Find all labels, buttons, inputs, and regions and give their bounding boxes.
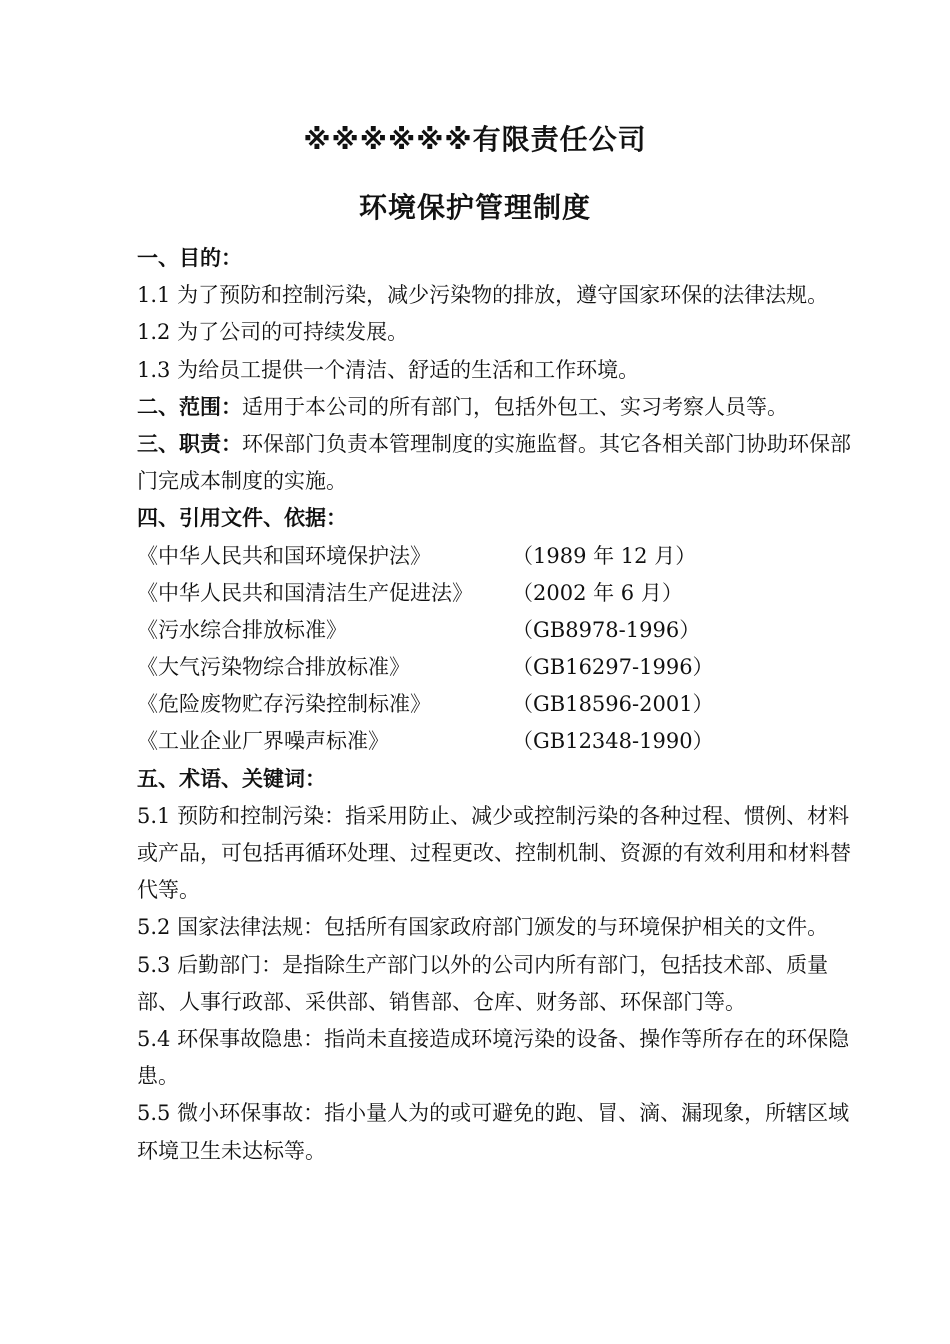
reference-title: 《大气污染物综合排放标准》 (137, 655, 410, 680)
reference-title: 《工业企业厂界噪声标准》 (137, 729, 389, 754)
term-definition: 5.5 微小环保事故：指小量人为的或可避免的跑、冒、滴、漏现象，所辖区域环境卫生未达标等。 (137, 1101, 850, 1163)
reference-row (137, 575, 852, 612)
section-4-heading: 四、引用文件、依据： (137, 506, 347, 531)
reference-title: 《污水综合排放标准》 (137, 617, 347, 642)
term-definition: 5.1 预防和控制污染：指采用防止、减少或控制污染的各种过程、惯例、材料或产品，可包括再循环处理、过程更改、控制机制、资源的有效利用和材料替代等。 (137, 803, 851, 903)
section-2-heading: 二、范围： (137, 394, 242, 419)
section-3-heading: 三、职责： (137, 431, 242, 456)
reference-row (137, 538, 852, 575)
term-definition: 5.3 后勤部门：是指除生产部门以外的公司内所有部门，包括技术部、质量部、人事行政部、采供部、销售部、仓库、财务部、环保部门等。 (137, 952, 829, 1014)
reference-code: （GB16297-1996） (512, 655, 714, 680)
reference-title: 《中华人民共和国环境保护法》 (137, 543, 431, 568)
reference-code: （1989 年 12 月） (512, 543, 697, 568)
reference-row (137, 686, 852, 723)
section-5-heading: 五、术语、关键词： (137, 766, 326, 791)
reference-row (137, 649, 852, 686)
reference-code: （GB18596-2001） (512, 692, 714, 717)
section-2-text: 适用于本公司的所有部门，包括外包工、实习考察人员等。 (242, 394, 788, 419)
document-body (137, 240, 852, 1170)
section-2 (137, 389, 852, 426)
section-1-item: 1.3 为给员工提供一个清洁、舒适的生活和工作环境。 (137, 357, 640, 382)
section-1-item: 1.1 为了预防和控制污染，减少污染物的排放，遵守国家环保的法律法规。 (137, 283, 829, 308)
reference-code: （2002 年 6 月） (512, 580, 683, 605)
term-definition: 5.4 环保事故隐患：指尚未直接造成环境污染的设备、操作等所存在的环保隐患。 (137, 1027, 850, 1089)
reference-title: 《危险废物贮存污染控制标准》 (137, 692, 431, 717)
section-3 (137, 426, 852, 500)
reference-title: 《中华人民共和国清洁生产促进法》 (137, 580, 473, 605)
company-title: ※※※※※※有限责任公司 (303, 123, 647, 156)
reference-code: （GB8978-1996） (512, 617, 701, 642)
document-title: 环境保护管理制度 (358, 191, 591, 224)
reference-row (137, 723, 852, 760)
reference-code: （GB12348-1990） (512, 729, 714, 754)
section-1-item: 1.2 为了公司的可持续发展。 (137, 320, 409, 345)
section-1-heading: 一、目的： (137, 246, 242, 270)
section-3-text: 环保部门负责本管理制度的实施监督。其它各相关部门协助环保部门完成本制度的实施。 (137, 431, 851, 494)
term-definition: 5.2 国家法律法规：包括所有国家政府部门颁发的与环境保护相关的文件。 (137, 915, 829, 940)
reference-row (137, 612, 852, 649)
